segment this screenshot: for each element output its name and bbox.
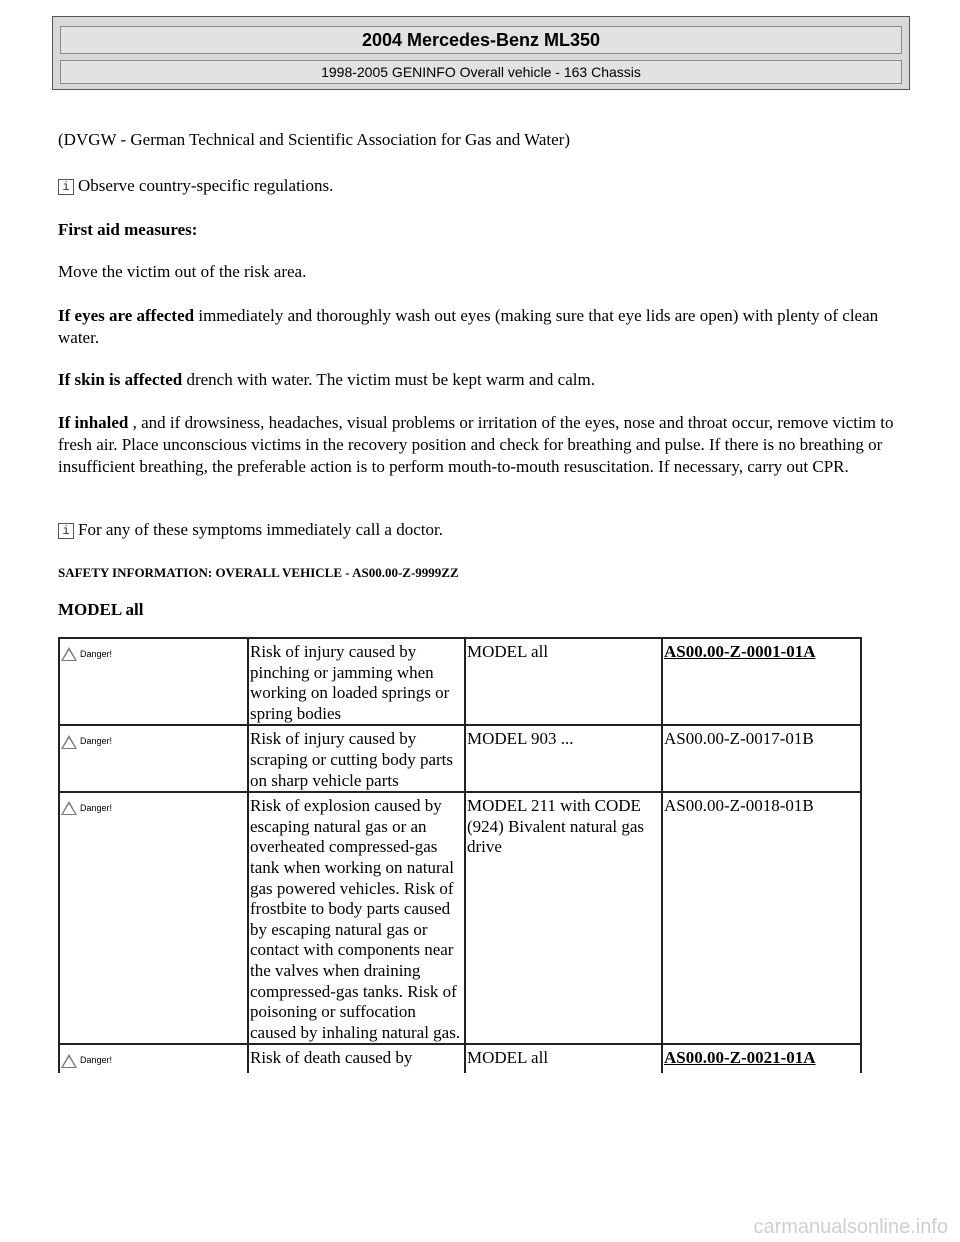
note-text: Observe country-specific regulations. xyxy=(78,176,334,195)
model-heading: MODEL all xyxy=(58,600,144,619)
skin-text: drench with water. The victim must be kept warm and calm. xyxy=(182,370,595,389)
danger-cell xyxy=(59,792,248,1044)
table-row xyxy=(59,638,861,725)
warning-triangle-icon xyxy=(61,801,77,815)
risk-description: Risk of injury caused by scraping or cutting body parts on sharp vehicle parts xyxy=(248,725,465,792)
inhaled-text: , and if drowsiness, headaches, visual problems or irritation of the eyes, nose and throat occur, remove victim to fresh air. Place unconscious victims in the recovery position and check for breathing and pulse. If there is no breathing or insufficient breathing, the preferable action is to perform mouth-to-mouth resuscitation. If necessary, carry out CPR. xyxy=(58,413,894,476)
note-country-regulations xyxy=(58,175,333,197)
note-icon: i xyxy=(58,523,74,539)
skin-paragraph xyxy=(58,369,595,391)
document-code: AS00.00-Z-0018-01B xyxy=(664,796,814,816)
danger-cell xyxy=(59,1044,248,1073)
eyes-text: immediately and thoroughly wash out eyes (making sure that eye lids are open) with plenty of clean water. xyxy=(58,306,879,347)
watermark: carmanualsonline.info xyxy=(753,1216,948,1238)
danger-label: Danger! xyxy=(80,736,113,747)
note-icon: i xyxy=(58,179,74,195)
inhaled-label: If inhaled xyxy=(58,413,129,432)
risk-description: Risk of injury caused by pinching or jamming when working on loaded springs or spring bodies xyxy=(248,638,465,725)
warning-triangle-icon xyxy=(61,735,77,749)
danger-label: Danger! xyxy=(80,649,113,659)
warning-triangle-icon xyxy=(61,1054,77,1068)
safety-heading: SAFETY INFORMATION: OVERALL VEHICLE - AS00.00-Z-9999ZZ xyxy=(58,565,459,580)
vehicle-title: 2004 Mercedes-Benz ML350 xyxy=(60,26,902,54)
document-code: AS00.00-Z-0017-01B xyxy=(664,729,814,749)
dvgw-line: (DVGW - German Technical and Scientific Association for Gas and Water) xyxy=(58,130,571,149)
note-call-doctor xyxy=(58,519,443,541)
eyes-paragraph xyxy=(58,305,908,349)
danger-label: Danger! xyxy=(80,1055,113,1066)
warning-triangle-icon xyxy=(61,647,77,661)
danger-cell xyxy=(59,725,248,792)
eyes-label: If eyes are affected xyxy=(58,306,195,325)
first-aid-heading: First aid measures: xyxy=(58,220,198,239)
danger-badge xyxy=(61,798,112,819)
section-subtitle: 1998-2005 GENINFO Overall vehicle - 163 Chassis xyxy=(60,60,902,84)
danger-badge xyxy=(61,1050,112,1071)
model-applicability: MODEL 903 ... xyxy=(465,725,662,792)
move-victim-text: Move the victim out of the risk area. xyxy=(58,262,307,281)
model-applicability: MODEL all xyxy=(465,1044,662,1073)
document-code-cell xyxy=(662,792,861,1044)
document-header xyxy=(52,16,910,90)
table-row xyxy=(59,725,861,792)
table-row xyxy=(59,792,861,1044)
safety-table xyxy=(58,637,862,1073)
risk-description: Risk of explosion caused by escaping natural gas or an overheated compressed-gas tank when working on natural gas powered vehicles. Risk of frostbite to body parts caused by escaping natural gas or contact with components near the valves when draining compressed-gas tanks. Risk of poisoning or suffocation caused by inhaling natural gas. xyxy=(248,792,465,1044)
danger-cell xyxy=(59,638,248,725)
risk-description: Risk of death caused by xyxy=(248,1044,465,1073)
model-applicability: MODEL 211 with CODE (924) Bivalent natural gas drive xyxy=(465,792,662,1044)
document-code-cell xyxy=(662,638,861,725)
document-code-link[interactable]: AS00.00-Z-0001-01A xyxy=(664,642,816,661)
document-code-cell xyxy=(662,1044,861,1073)
document-code-link[interactable]: AS00.00-Z-0021-01A xyxy=(664,1048,816,1068)
danger-badge xyxy=(61,731,112,752)
danger-label: Danger! xyxy=(80,803,113,814)
model-applicability: MODEL all xyxy=(465,638,662,725)
note-text: For any of these symptoms immediately call a doctor. xyxy=(78,520,443,539)
document-code-cell xyxy=(662,725,861,792)
table-row xyxy=(59,1044,861,1073)
inhaled-paragraph xyxy=(58,412,898,478)
danger-badge xyxy=(61,644,112,665)
skin-label: If skin is affected xyxy=(58,370,183,389)
